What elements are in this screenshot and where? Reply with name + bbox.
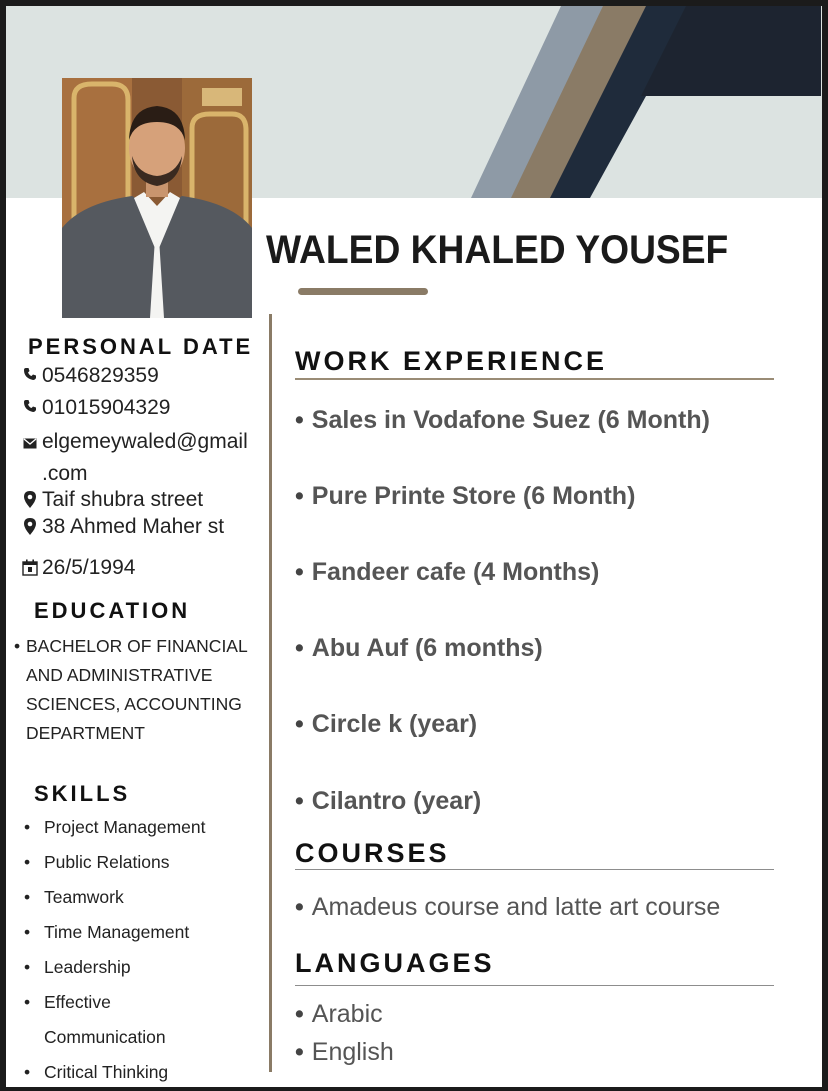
skill-item-continued: Communication: [44, 1027, 166, 1047]
work-item: • Cilantro (year): [295, 787, 482, 815]
education-degree: BACHELOR OF FINANCIAL AND ADMINISTRATIVE SCIENCES, ACCOUNTING DEPARTMENT: [26, 636, 248, 743]
work-item: • Abu Auf (6 months): [295, 634, 543, 662]
email-address: [42, 426, 248, 490]
resume-page: [6, 6, 822, 1087]
phone-number: 0546829359: [42, 364, 159, 387]
address-row-2: [18, 515, 224, 539]
languages-heading: LANGUAGES: [295, 948, 495, 978]
work-item: • Sales in Vodafone Suez (6 Month): [295, 406, 710, 434]
skill-item: • Project Management: [24, 817, 206, 837]
name-underline: [298, 288, 428, 295]
address-line: Taif shubra street: [42, 488, 204, 511]
address-row-1: [18, 488, 203, 512]
work-item: • Fandeer cafe (4 Months): [295, 558, 600, 586]
calendar-icon: [18, 559, 42, 576]
work-item: • Pure Printe Store (6 Month): [295, 482, 636, 510]
personal-heading: PERSONAL DATE: [28, 334, 254, 359]
language-item: • English: [295, 1038, 394, 1066]
birthdate: 26/5/1994: [42, 556, 136, 579]
location-pin-icon: [18, 491, 42, 508]
skill-item: • Critical Thinking: [24, 1062, 169, 1082]
skill-item: • Leadership: [24, 957, 131, 977]
education-heading: EDUCATION: [34, 598, 191, 623]
email-part-1: elgemeywaled@gmail: [42, 430, 248, 453]
skill-item: • Effective: [24, 992, 111, 1012]
profile-photo: [62, 78, 252, 318]
mail-icon: [18, 438, 42, 449]
birthdate-row: [18, 556, 135, 580]
skill-item: • Teamwork: [24, 887, 124, 907]
work-item: • Circle k (year): [295, 710, 478, 738]
course-item: • Amadeus course and latte art course: [295, 893, 721, 921]
skill-item: • Time Management: [24, 922, 190, 942]
email-row: [18, 430, 248, 490]
phone-icon: [18, 399, 42, 413]
candidate-name: WALED KHALED YOUSEF: [266, 228, 729, 272]
phone-row-2: [18, 396, 170, 420]
skills-heading: SKILLS: [34, 781, 131, 806]
languages-heading-rule: [295, 985, 774, 986]
work-experience-heading: WORK EXPERIENCE: [295, 346, 608, 376]
education-bullet: •: [14, 636, 21, 656]
phone-row-1: [18, 364, 159, 388]
email-part-2: .com: [42, 462, 88, 485]
skill-item: • Public Relations: [24, 852, 170, 872]
language-item: • Arabic: [295, 1000, 383, 1028]
courses-heading: COURSES: [295, 838, 450, 868]
phone-icon: [18, 367, 42, 381]
location-pin-icon: [18, 518, 42, 535]
courses-heading-rule: [295, 869, 774, 870]
skills-list: [20, 810, 205, 1087]
phone-number: 01015904329: [42, 396, 171, 419]
address-line: 38 Ahmed Maher st: [42, 515, 225, 538]
work-heading-rule: [295, 378, 774, 380]
